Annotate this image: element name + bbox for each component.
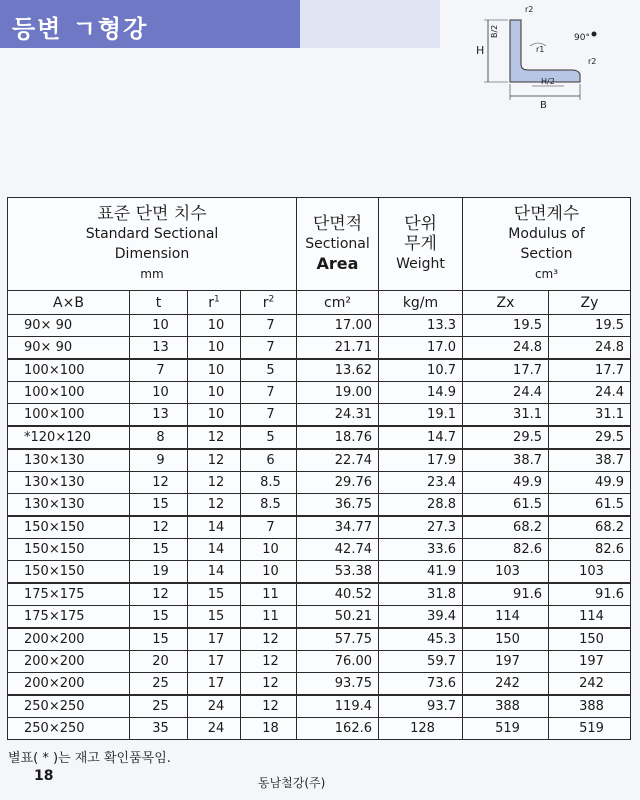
title-bar (0, 0, 300, 48)
cell-zx: 31.1 (463, 404, 549, 427)
table-row (8, 583, 631, 606)
cell-axb: 200×200 (8, 651, 130, 673)
cell-zy: 91.6 (549, 583, 631, 606)
cell-zy: 103 (549, 561, 631, 584)
cell-zy: 197 (549, 651, 631, 673)
cell-weight: 59.7 (379, 651, 463, 673)
cell-axb: 200×200 (8, 628, 130, 651)
cell-t: 20 (130, 651, 188, 673)
subheader-r2-base: r (262, 294, 269, 311)
cell-zx: 197 (463, 651, 549, 673)
diagram-label-r2-top: r2 (525, 5, 534, 14)
cell-t: 15 (130, 628, 188, 651)
cell-weight: 93.7 (379, 695, 463, 718)
cell-weight: 23.4 (379, 472, 463, 494)
header-area-ko: 단면적 (312, 214, 363, 234)
subheader-zx: Zx (463, 291, 549, 315)
cell-r1: 10 (188, 404, 241, 427)
cell-r1: 14 (188, 539, 241, 561)
cell-r1: 12 (188, 494, 241, 517)
cell-area: 53.38 (297, 561, 379, 584)
cell-weight: 39.4 (379, 606, 463, 629)
cell-r2: 7 (241, 404, 297, 427)
diagram-label-r2-right: r2 (588, 57, 597, 66)
table-row (8, 315, 631, 337)
footnote: 별표( * )는 재고 확인품목임. (8, 751, 171, 766)
table-row (8, 359, 631, 382)
cell-r2: 18 (241, 718, 297, 740)
cell-zx: 150 (463, 628, 549, 651)
cell-t: 25 (130, 673, 188, 696)
subheader-r1-sup: 1 (214, 293, 220, 304)
cell-zx: 49.9 (463, 472, 549, 494)
cell-axb: 90× 90 (8, 337, 130, 360)
table-row (8, 516, 631, 539)
cell-zy: 242 (549, 673, 631, 696)
cell-zx: 17.7 (463, 359, 549, 382)
header-dimension (8, 198, 297, 291)
cell-zx: 103 (463, 561, 549, 584)
cell-zx: 91.6 (463, 583, 549, 606)
table-row (8, 651, 631, 673)
cell-weight: 13.3 (379, 315, 463, 337)
header-modulus (463, 198, 631, 291)
cell-r2: 8.5 (241, 494, 297, 517)
cell-area: 18.76 (297, 426, 379, 449)
cell-t: 15 (130, 606, 188, 629)
cell-r1: 17 (188, 651, 241, 673)
diagram-label-b-half: B/2 (490, 24, 499, 38)
cell-t: 13 (130, 337, 188, 360)
cell-weight: 10.7 (379, 359, 463, 382)
cell-axb: *120×120 (8, 426, 130, 449)
header-modulus-unit: cm³ (534, 267, 559, 281)
cell-area: 119.4 (297, 695, 379, 718)
cell-r1: 15 (188, 583, 241, 606)
table-row (8, 673, 631, 696)
header-modulus-en1: Modulus of (508, 226, 585, 242)
cell-axb: 150×150 (8, 561, 130, 584)
cell-zy: 38.7 (549, 449, 631, 472)
cell-r1: 15 (188, 606, 241, 629)
table-row (8, 449, 631, 472)
cell-r1: 17 (188, 673, 241, 696)
diagram-label-r1: r1 (536, 45, 545, 54)
cell-weight: 45.3 (379, 628, 463, 651)
header-weight-ko1: 단위 (404, 214, 437, 234)
cell-area: 34.77 (297, 516, 379, 539)
cell-weight: 28.8 (379, 494, 463, 517)
table-row (8, 539, 631, 561)
cell-zy: 61.5 (549, 494, 631, 517)
cell-t: 12 (130, 472, 188, 494)
subheader-r1-base: r (208, 294, 215, 311)
cell-axb: 90× 90 (8, 315, 130, 337)
cell-r1: 12 (188, 449, 241, 472)
cell-zx: 19.5 (463, 315, 549, 337)
table-subheader-row (8, 291, 631, 315)
cell-r2: 5 (241, 359, 297, 382)
header-dimension-ko: 표준 단면 치수 (97, 204, 207, 224)
cell-zy: 519 (549, 718, 631, 740)
cell-r1: 10 (188, 337, 241, 360)
cell-area: 19.00 (297, 382, 379, 404)
cell-zy: 388 (549, 695, 631, 718)
cell-r1: 12 (188, 426, 241, 449)
cell-r1: 10 (188, 359, 241, 382)
cell-t: 10 (130, 382, 188, 404)
header-dimension-unit: mm (140, 267, 164, 281)
cell-weight: 14.9 (379, 382, 463, 404)
cell-r2: 11 (241, 583, 297, 606)
table-row (8, 494, 631, 517)
publisher-name: 동남철강(주) (258, 776, 326, 790)
cell-r2: 5 (241, 426, 297, 449)
table-row (8, 337, 631, 360)
cell-t: 12 (130, 516, 188, 539)
cell-zy: 17.7 (549, 359, 631, 382)
cell-zx: 24.8 (463, 337, 549, 360)
diagram-label-h-half: H/2 (541, 77, 555, 86)
cell-t: 15 (130, 494, 188, 517)
cell-axb: 100×100 (8, 404, 130, 427)
cell-r2: 12 (241, 695, 297, 718)
cell-t: 7 (130, 359, 188, 382)
cell-r1: 14 (188, 516, 241, 539)
cell-r2: 7 (241, 337, 297, 360)
cell-r2: 7 (241, 315, 297, 337)
cell-area: 29.76 (297, 472, 379, 494)
cell-weight: 73.6 (379, 673, 463, 696)
cell-r1: 10 (188, 382, 241, 404)
subheader-r2 (241, 291, 297, 315)
cell-r2: 12 (241, 673, 297, 696)
cell-axb: 130×130 (8, 472, 130, 494)
cell-axb: 200×200 (8, 673, 130, 696)
cell-zx: 24.4 (463, 382, 549, 404)
header-area-en1: Sectional (305, 236, 370, 252)
cell-weight: 14.7 (379, 426, 463, 449)
cell-area: 93.75 (297, 673, 379, 696)
cell-zy: 31.1 (549, 404, 631, 427)
cell-zy: 114 (549, 606, 631, 629)
cell-weight: 31.8 (379, 583, 463, 606)
cell-area: 162.6 (297, 718, 379, 740)
table-row (8, 426, 631, 449)
cell-axb: 130×130 (8, 449, 130, 472)
header-modulus-ko: 단면계수 (513, 204, 580, 224)
cell-axb: 150×150 (8, 516, 130, 539)
cell-r1: 10 (188, 315, 241, 337)
cell-r2: 11 (241, 606, 297, 629)
cell-zx: 38.7 (463, 449, 549, 472)
table-row (8, 695, 631, 718)
cell-r2: 10 (241, 561, 297, 584)
subheader-t: t (130, 291, 188, 315)
cell-t: 25 (130, 695, 188, 718)
cell-weight: 19.1 (379, 404, 463, 427)
diagram-label-h: H (476, 44, 485, 57)
cell-zx: 114 (463, 606, 549, 629)
cell-zy: 24.4 (549, 382, 631, 404)
table-row (8, 382, 631, 404)
subheader-r1 (188, 291, 241, 315)
cell-zx: 242 (463, 673, 549, 696)
cell-axb: 100×100 (8, 359, 130, 382)
cell-weight: 17.0 (379, 337, 463, 360)
header-modulus-en2: Section (520, 246, 573, 262)
header-dimension-en1: Standard Sectional (85, 226, 219, 242)
diagram-label-angle: 90° (574, 33, 590, 43)
cell-zx: 61.5 (463, 494, 549, 517)
cell-r1: 24 (188, 695, 241, 718)
table-row (8, 628, 631, 651)
header-area (297, 198, 379, 291)
cell-r2: 7 (241, 516, 297, 539)
cell-area: 13.62 (297, 359, 379, 382)
cell-r1: 24 (188, 718, 241, 740)
cell-r1: 14 (188, 561, 241, 584)
cell-area: 17.00 (297, 315, 379, 337)
cell-zx: 519 (463, 718, 549, 740)
cell-t: 15 (130, 539, 188, 561)
subheader-zy: Zy (549, 291, 631, 315)
cell-axb: 150×150 (8, 539, 130, 561)
cell-r2: 6 (241, 449, 297, 472)
table-row (8, 404, 631, 427)
cell-axb: 175×175 (8, 606, 130, 629)
cell-r1: 17 (188, 628, 241, 651)
angle-section-diagram (452, 0, 640, 112)
cell-t: 10 (130, 315, 188, 337)
cell-r2: 7 (241, 382, 297, 404)
table-row (8, 561, 631, 584)
title-bar-extension (300, 0, 440, 48)
cell-zy: 68.2 (549, 516, 631, 539)
angle-profile-shape (510, 20, 580, 82)
cell-r2: 12 (241, 651, 297, 673)
cell-t: 9 (130, 449, 188, 472)
cell-t: 12 (130, 583, 188, 606)
table-row (8, 472, 631, 494)
header-weight (379, 198, 463, 291)
cell-axb: 175×175 (8, 583, 130, 606)
cell-axb: 250×250 (8, 718, 130, 740)
page-number: 18 (34, 768, 54, 784)
cell-weight: 17.9 (379, 449, 463, 472)
cell-zy: 150 (549, 628, 631, 651)
angle-marker-dot (592, 32, 597, 37)
cell-axb: 130×130 (8, 494, 130, 517)
cell-zy: 49.9 (549, 472, 631, 494)
cell-area: 36.75 (297, 494, 379, 517)
cell-r1: 12 (188, 472, 241, 494)
cell-area: 42.74 (297, 539, 379, 561)
cell-zy: 24.8 (549, 337, 631, 360)
cell-area: 76.00 (297, 651, 379, 673)
cell-t: 35 (130, 718, 188, 740)
header-weight-ko2: 무게 (404, 234, 437, 254)
table-row (8, 606, 631, 629)
cell-r2: 12 (241, 628, 297, 651)
table-header-row (8, 198, 631, 291)
page-title: 등변 ㄱ형강 (12, 15, 149, 43)
header-area-en2: Area (316, 254, 359, 273)
cell-weight: 41.9 (379, 561, 463, 584)
header-weight-en: Weight (396, 256, 445, 272)
equal-angle-spec-table (7, 197, 631, 740)
subheader-r2-sup: 2 (268, 293, 275, 304)
cell-zy: 29.5 (549, 426, 631, 449)
cell-axb: 100×100 (8, 382, 130, 404)
cell-weight: 27.3 (379, 516, 463, 539)
cell-zy: 19.5 (549, 315, 631, 337)
subheader-axb: A×B (8, 291, 130, 315)
cell-area: 57.75 (297, 628, 379, 651)
cell-t: 13 (130, 404, 188, 427)
cell-area: 21.71 (297, 337, 379, 360)
cell-zx: 388 (463, 695, 549, 718)
cell-weight: 33.6 (379, 539, 463, 561)
cell-weight: 128 (379, 718, 463, 740)
cell-zy: 82.6 (549, 539, 631, 561)
cell-axb: 250×250 (8, 695, 130, 718)
cell-r2: 8.5 (241, 472, 297, 494)
cell-t: 19 (130, 561, 188, 584)
cell-area: 24.31 (297, 404, 379, 427)
cell-zx: 68.2 (463, 516, 549, 539)
cell-t: 8 (130, 426, 188, 449)
subheader-area-unit: cm² (297, 291, 379, 315)
cell-zx: 29.5 (463, 426, 549, 449)
cell-area: 50.21 (297, 606, 379, 629)
subheader-weight-unit: kg/m (379, 291, 463, 315)
cell-area: 22.74 (297, 449, 379, 472)
cell-r2: 10 (241, 539, 297, 561)
table-row (8, 718, 631, 740)
diagram-label-b: B (540, 100, 547, 111)
cell-zx: 82.6 (463, 539, 549, 561)
cell-area: 40.52 (297, 583, 379, 606)
header-dimension-en2: Dimension (114, 246, 190, 262)
